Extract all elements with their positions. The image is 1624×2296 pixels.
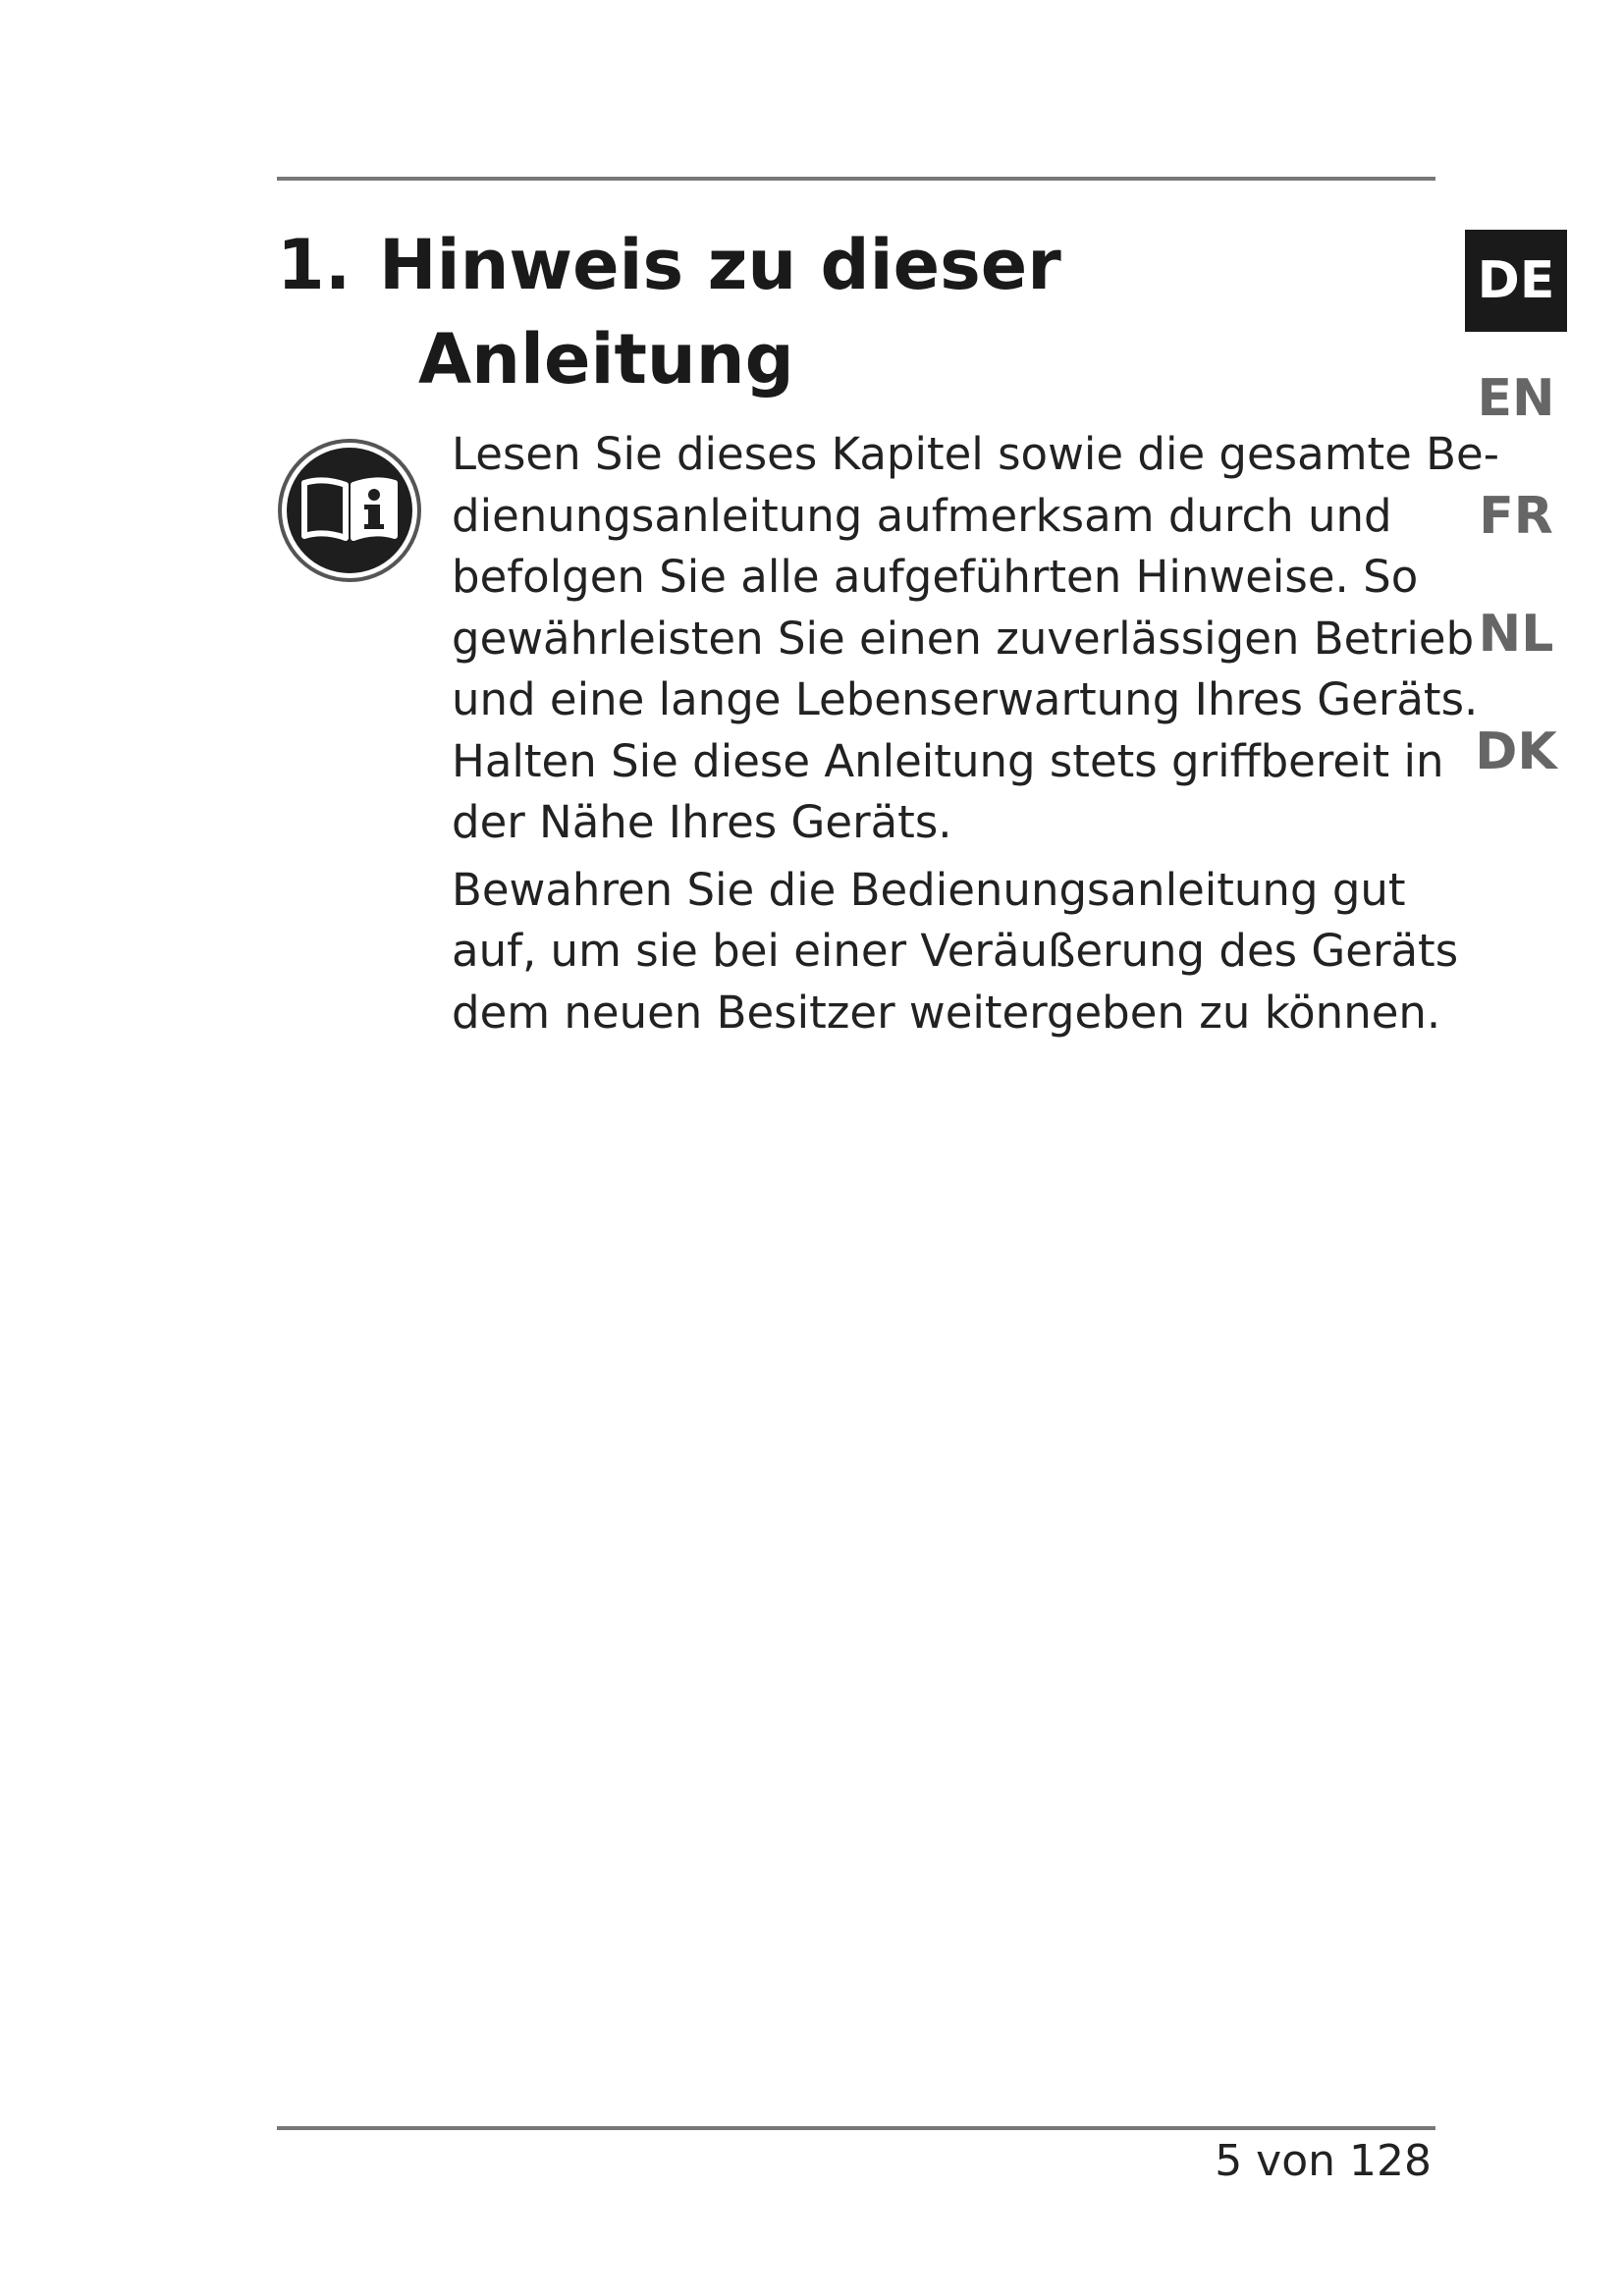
text-line: befolgen Sie alle aufgeführten Hinweise. So [452, 551, 1419, 603]
language-tabs [1465, 230, 1567, 819]
section-title-line1: Hinweis zu dieser [379, 225, 1061, 305]
text-line: gewährleisten Sie einen zuverlässigen Betrieb [452, 612, 1475, 665]
section-heading [277, 218, 1061, 406]
page-number: 5 von 128 [1215, 2136, 1432, 2186]
manual-info-icon [277, 438, 422, 583]
top-rule [277, 177, 1435, 181]
language-tab-dk[interactable]: DK [1475, 722, 1557, 781]
paragraph [452, 424, 1499, 854]
text-line: auf, um sie bei einer Veräußerung des Geräts [452, 925, 1459, 977]
text-line: der Nähe Ihres Geräts. [452, 796, 952, 848]
language-tab-fr[interactable]: FR [1479, 487, 1553, 546]
language-tab-nl[interactable]: NL [1478, 605, 1554, 664]
body-text [452, 424, 1499, 1049]
section-title-line2: Anleitung [418, 319, 794, 400]
text-line: dem neuen Besitzer weitergeben zu können. [452, 986, 1441, 1039]
paragraph [452, 860, 1459, 1044]
text-line: und eine lange Lebenserwartung Ihres Geräts. [452, 673, 1479, 725]
language-tab-de[interactable]: DE [1465, 230, 1567, 332]
language-tab-en[interactable]: EN [1477, 369, 1555, 428]
section-number: 1. [277, 225, 352, 305]
text-line: Halten Sie diese Anleitung stets griffbereit in [452, 734, 1444, 787]
text-line: dienungsanleitung aufmerksam durch und [452, 489, 1392, 542]
bottom-rule [277, 2126, 1435, 2130]
text-line: Lesen Sie dieses Kapitel sowie die gesamte Be- [452, 428, 1499, 480]
text-line: Bewahren Sie die Bedienungsanleitung gut [452, 863, 1406, 916]
